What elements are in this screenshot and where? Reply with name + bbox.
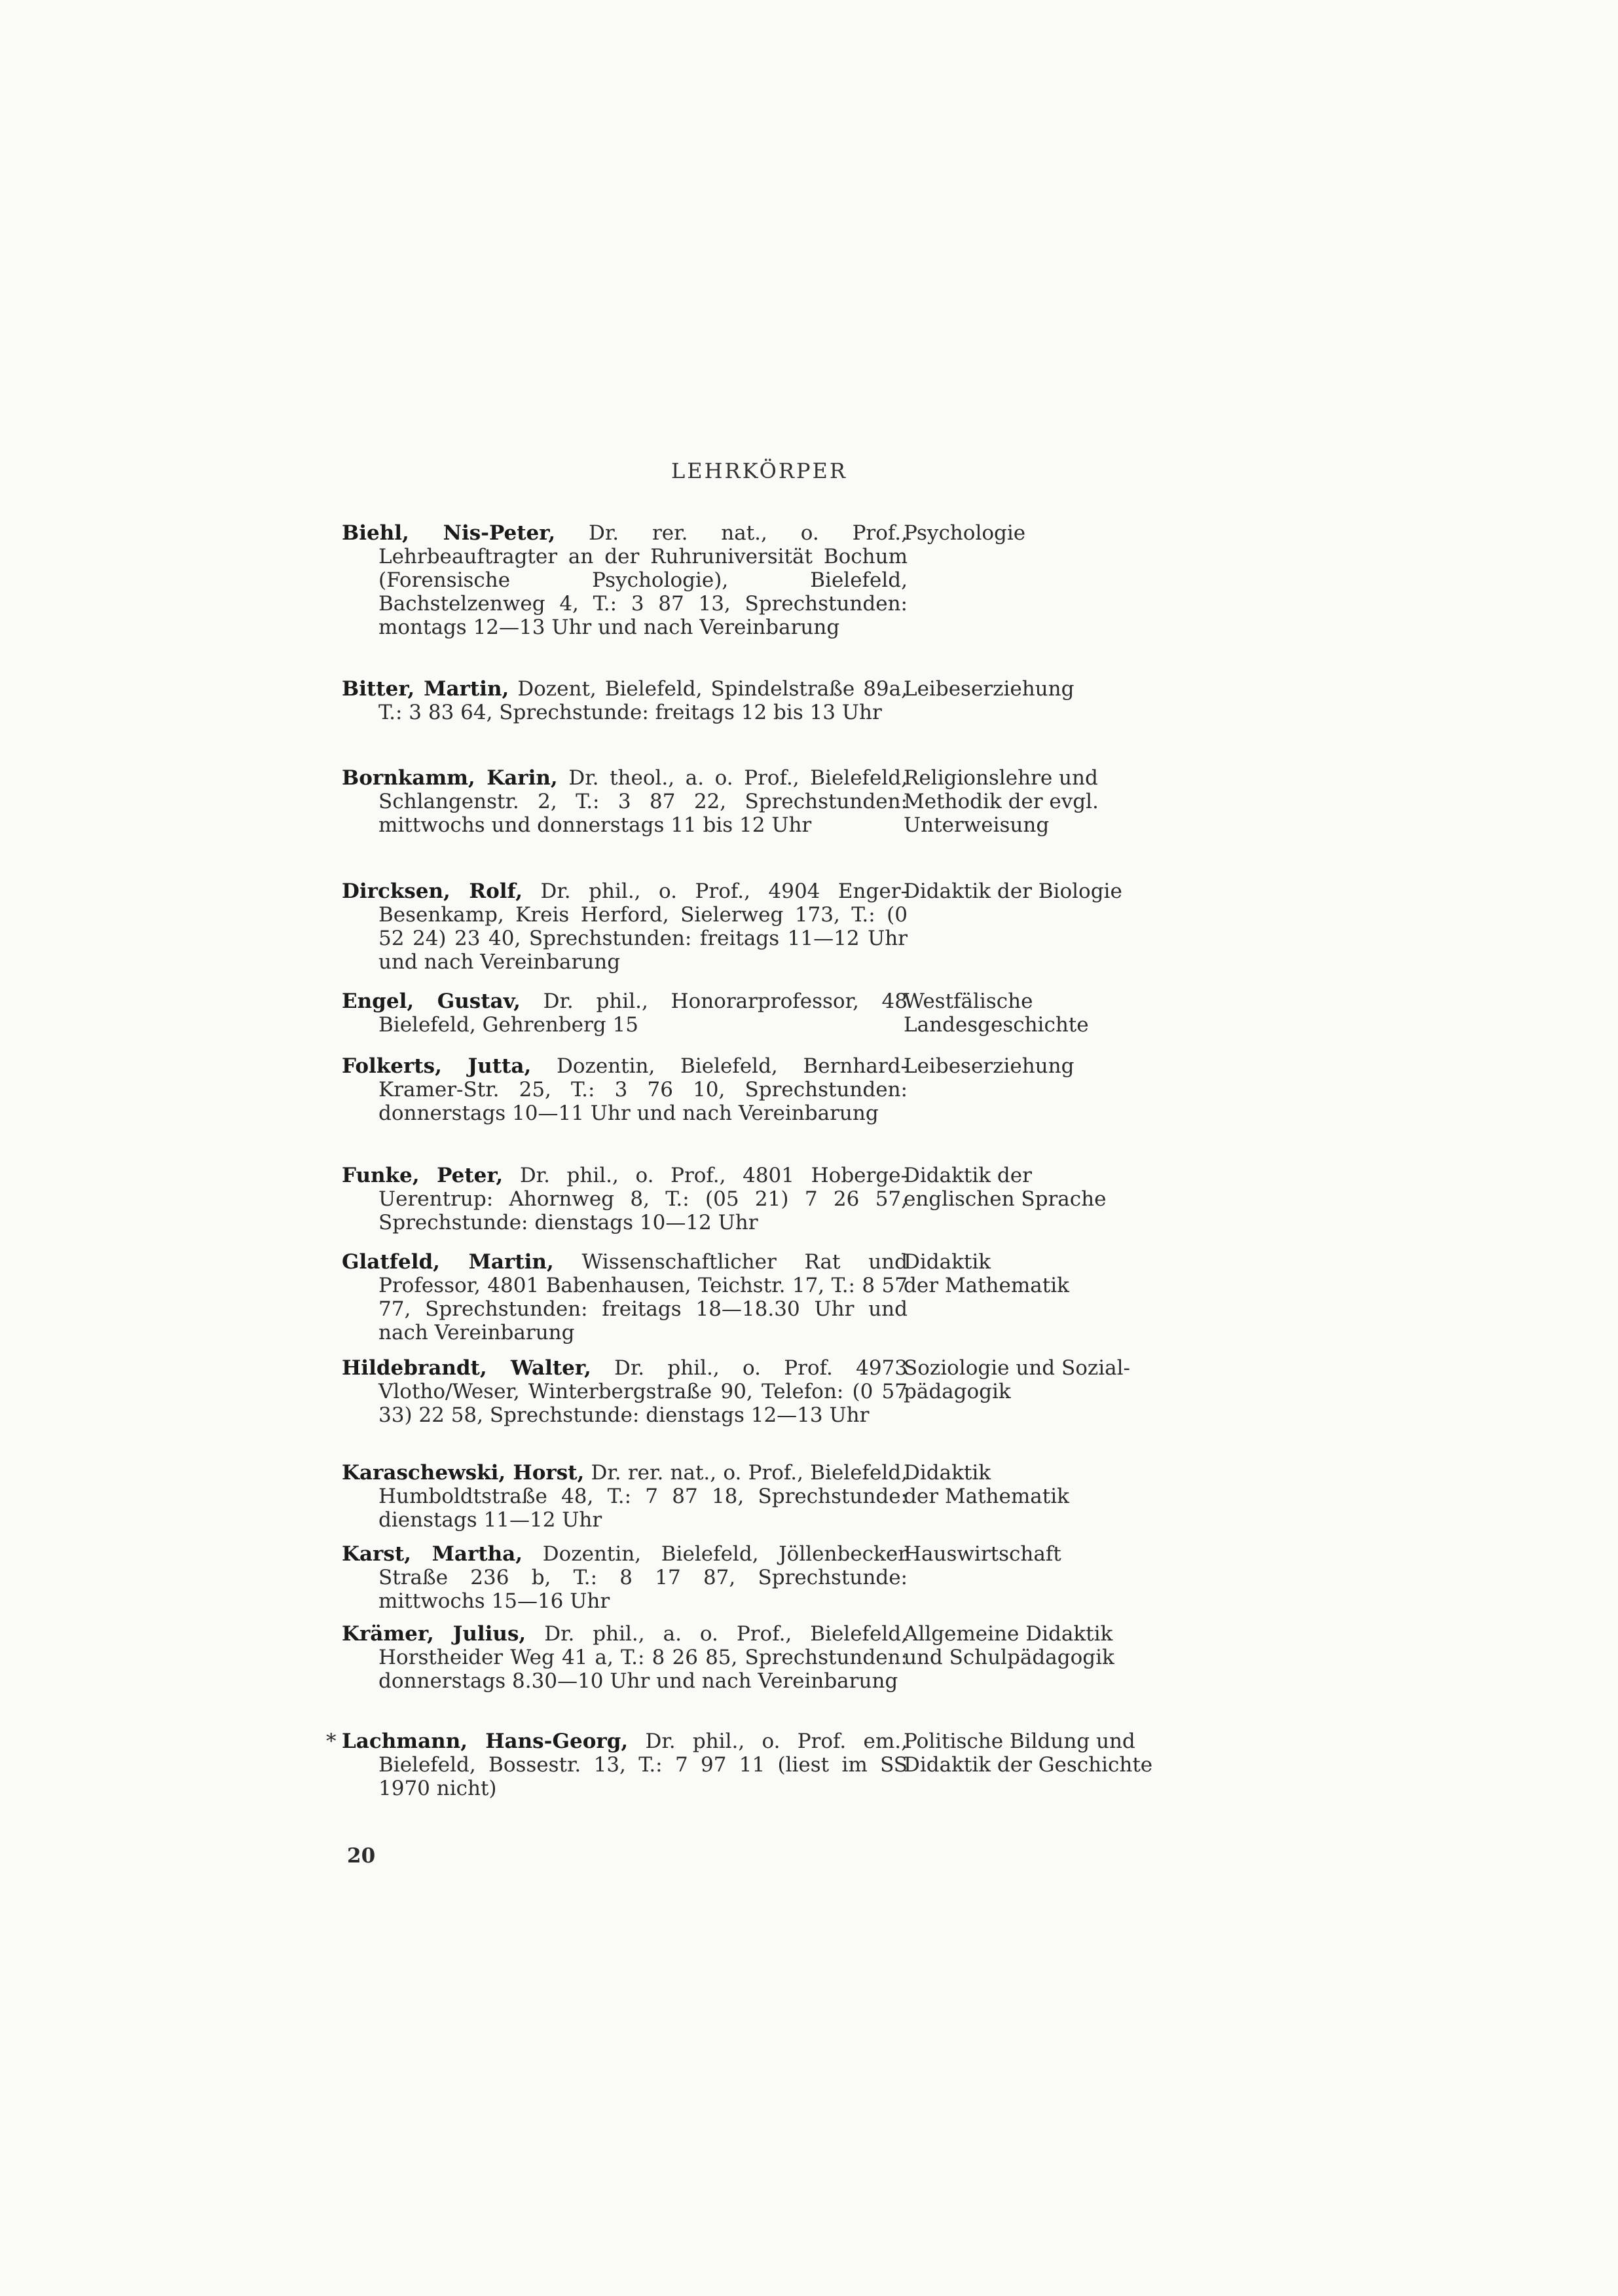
entry-text: [342, 990, 908, 1037]
entry-subject: Hauswirtschaft: [904, 1542, 1061, 1566]
entry-details: Dr. phil., o. Prof. em., Bielefeld, Bossestr. 13, T.: 7 97 11 (liest im SS 1970 nicht): [378, 1730, 908, 1800]
entry-name: Engel, Gustav,: [342, 990, 521, 1013]
entry-subject: Allgemeine Didaktik und Schulpädagogik: [904, 1622, 1114, 1669]
entry-name: Glatfeld, Martin,: [342, 1250, 554, 1274]
entry-name: Funke, Peter,: [342, 1164, 504, 1187]
entry-subject: Westfälische Landesgeschichte: [904, 990, 1089, 1037]
entry-name: Bornkamm, Karin,: [342, 766, 558, 790]
entry-subject: Didaktik der Biologie: [904, 880, 1122, 903]
entry-name: Biehl, Nis-Peter,: [342, 521, 556, 545]
entry-details: Dozent, Bielefeld, Spindelstraße 89a, T.: 3 83 64, Sprechstunde: freitags 12 bis 13 Uhr: [378, 677, 908, 724]
entry-details: Dr. phil., o. Prof. 4973 Vlotho/Weser, Winterbergstraße 90, Telefon: (0 57 33) 22 58, Sprechstunde: dienstags 12—13 Uhr: [378, 1356, 908, 1427]
entry-subject: Didaktik der englischen Sprache: [904, 1164, 1107, 1211]
footnote-marker: *: [326, 1730, 337, 1753]
entry-details: Dozentin, Bielefeld, Bernhard-Kramer-Str. 25, T.: 3 76 10, Sprechstunden: donnerstags 10—11 Uhr und nach Vereinbarung: [378, 1054, 908, 1125]
entry-text: [342, 677, 908, 724]
entry-name: Lachmann, Hans-Georg,: [342, 1730, 629, 1753]
entry-name: Karaschewski, Horst,: [342, 1461, 585, 1485]
entry-details: Dr. rer. nat., o. Prof., Lehrbeauftragter an der Ruhruniversität Bochum (Forensische Psychologie), Bielefeld, Bachstelzenweg 4, T.: 3 87 13, Sprechstunden: montags 12—13 Uhr und nach Vereinbarung: [378, 521, 908, 639]
entry-name: Karst, Martha,: [342, 1542, 523, 1566]
entry-text: [342, 1622, 908, 1693]
entry-subject: Politische Bildung und Didaktik der Geschichte: [904, 1730, 1153, 1777]
entry-details: Dozentin, Bielefeld, Jöllenbecker Straße 236 b, T.: 8 17 87, Sprechstunde: mittwochs 15—16 Uhr: [378, 1542, 908, 1613]
entry-details: Dr. phil., a. o. Prof., Bielefeld, Horstheider Weg 41 a, T.: 8 26 85, Sprechstunden: donnerstags 8.30—10 Uhr und nach Vereinbarung: [378, 1622, 908, 1693]
entry-details: Wissenschaftlicher Rat und Professor, 4801 Babenhausen, Teichstr. 17, T.: 8 57 77, Sprechstunden: freitags 18—18.30 Uhr und nach Vereinbarung: [378, 1250, 908, 1344]
entry-text: [342, 766, 908, 837]
entry-details: Dr. theol., a. o. Prof., Bielefeld, Schlangenstr. 2, T.: 3 87 22, Sprechstunden: mittwochs und donnerstags 11 bis 12 Uhr: [378, 766, 908, 837]
entry-name: Krämer, Julius,: [342, 1622, 526, 1646]
page-number: 20: [347, 1844, 376, 1868]
entry-text: [342, 1461, 908, 1532]
entry-name: Bitter, Martin,: [342, 677, 509, 701]
entry-text: [342, 1356, 908, 1427]
entry-details: Dr. phil., Honorarprofessor, 48 Bielefeld, Gehrenberg 15: [378, 990, 908, 1037]
entry-subject: Soziologie und Sozial- pädagogik: [904, 1356, 1130, 1403]
entry-text: [342, 1164, 908, 1234]
entry-text: [342, 1730, 908, 1800]
entry-name: Hildebrandt, Walter,: [342, 1356, 591, 1380]
entry-text: [342, 1542, 908, 1613]
entry-subject: Psychologie: [904, 521, 1026, 545]
entry-subject: Didaktik der Mathematik: [904, 1461, 1069, 1508]
entry-details: Dr. phil., o. Prof., 4801 Hoberge-Uerentrup: Ahornweg 8, T.: (05 21) 7 26 57, Sprechstunde: dienstags 10—12 Uhr: [378, 1164, 908, 1234]
entry-subject: Didaktik der Mathematik: [904, 1250, 1069, 1297]
entry-subject: Leibeserziehung: [904, 1054, 1075, 1078]
entry-details: Dr. phil., o. Prof., 4904 Enger-Besenkamp, Kreis Herford, Sielerweg 173, T.: (0 52 24) 23 40, Sprechstunden: freitags 11—12 Uhr und nach Vereinbarung: [378, 880, 908, 974]
entry-subject: Leibeserziehung: [904, 677, 1075, 701]
entry-subject: Religionslehre und Methodik der evgl. Unterweisung: [904, 766, 1099, 837]
entry-name: Dircksen, Rolf,: [342, 880, 523, 903]
entry-text: [342, 880, 908, 974]
entry-text: [342, 1054, 908, 1125]
entry-text: [342, 521, 908, 639]
page-title: LEHRKÖRPER: [671, 458, 847, 483]
entry-details: Dr. rer. nat., o. Prof., Bielefeld, Humboldtstraße 48, T.: 7 87 18, Sprechstunde: dienstags 11—12 Uhr: [378, 1461, 908, 1532]
entry-text: [342, 1250, 908, 1344]
entry-name: Folkerts, Jutta,: [342, 1054, 532, 1078]
